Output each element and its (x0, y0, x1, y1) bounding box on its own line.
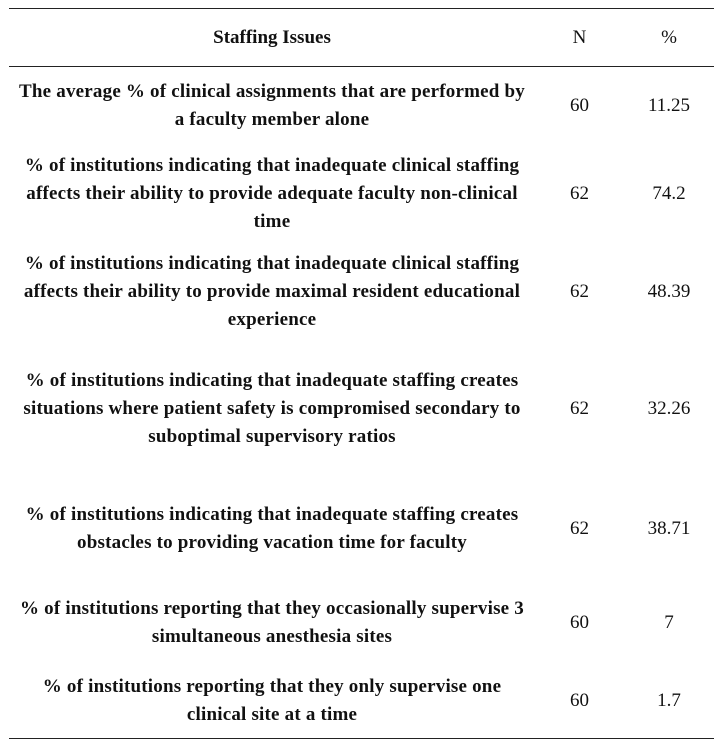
header-staffing-issues: Staffing Issues (9, 9, 535, 67)
n-cell: 62 (570, 183, 589, 204)
n-cell: 62 (570, 281, 589, 302)
n-cell: 62 (570, 397, 589, 419)
table-body (9, 67, 714, 739)
table-row (9, 243, 714, 341)
n-cell: 60 (570, 95, 589, 116)
table-row (9, 476, 714, 582)
table-header (9, 9, 714, 67)
issue-cell: % of institutions indicating that inadequate clinical staffing affects their ability to provide maximal resident educational experience (23, 253, 521, 330)
table-row (9, 664, 714, 739)
table-row (9, 582, 714, 664)
percent-cell: 38.71 (647, 518, 691, 539)
header-n: N (535, 9, 624, 67)
issue-cell: % of institutions reporting that they only supervise one clinical site at a time (9, 664, 535, 739)
issue-cell: % of institutions indicating that inadequate staffing creates obstacles to providing vacation time for faculty (25, 504, 519, 553)
n-cell: 60 (570, 612, 589, 633)
percent-cell: 11.25 (647, 95, 691, 116)
header-row (9, 9, 714, 67)
staffing-issues-table (9, 8, 714, 739)
percent-cell: 1.7 (624, 664, 714, 739)
issue-cell: % of institutions reporting that they occasionally supervise 3 simultaneous anesthesia sites (20, 598, 524, 647)
percent-cell: 74.2 (652, 183, 686, 204)
header-percent: % (624, 9, 714, 67)
issue-cell: % of institutions indicating that inadequate clinical staffing affects their ability to provide adequate faculty non-clinical time (24, 155, 520, 232)
percent-cell: 48.39 (647, 281, 691, 302)
issue-cell: The average % of clinical assignments that are performed by a faculty member alone (19, 81, 525, 130)
staffing-issues-table-container (9, 8, 714, 739)
table-row (9, 145, 714, 243)
table-row (9, 67, 714, 146)
issue-cell: % of institutions indicating that inadequate staffing creates situations where patient safety is compromised secondary to suboptimal supervisory ratios (23, 369, 521, 447)
percent-cell: 32.26 (647, 397, 691, 419)
n-cell: 60 (535, 664, 624, 739)
table-row (9, 341, 714, 476)
percent-cell: 7 (664, 612, 674, 633)
n-cell: 62 (570, 518, 589, 539)
